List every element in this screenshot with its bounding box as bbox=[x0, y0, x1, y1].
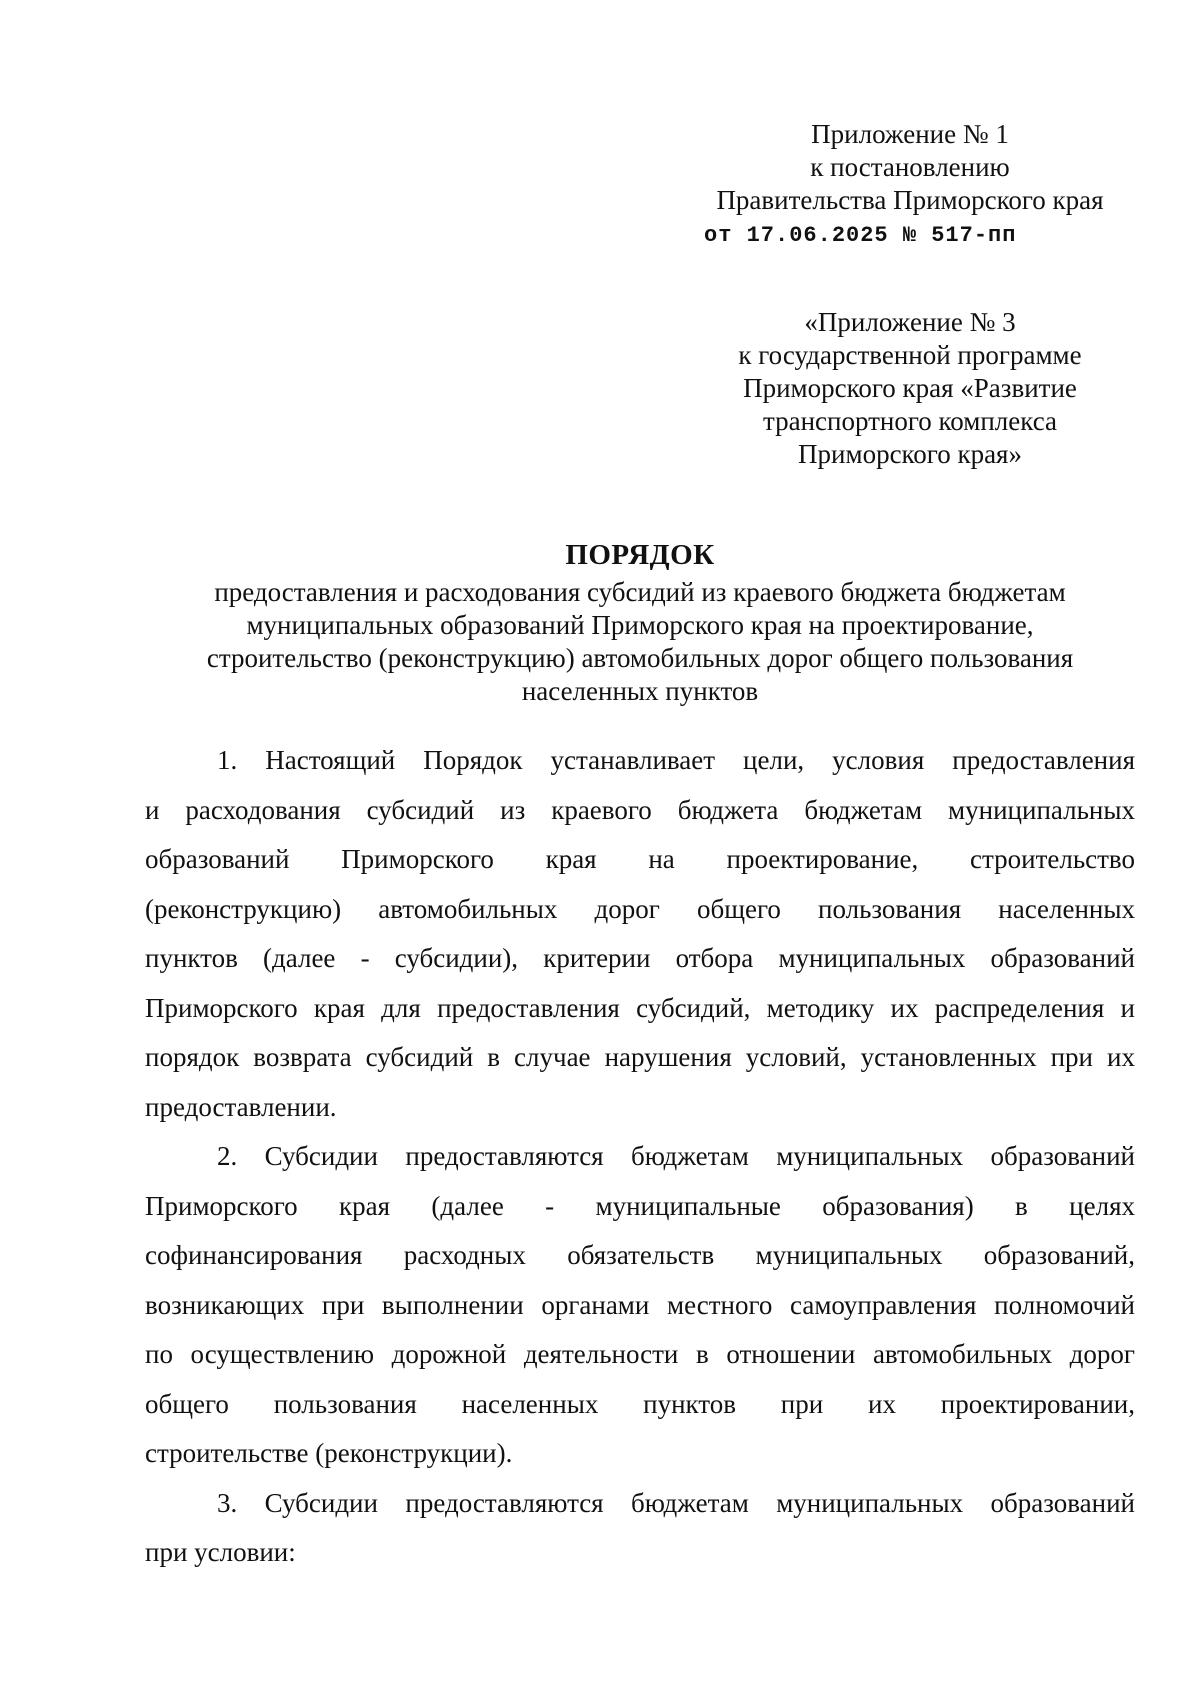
paragraph-line: (реконструкцию) автомобильных дорог общего пользования населенных bbox=[145, 893, 1135, 924]
paragraph-line: 1. Настоящий Порядок устанавливает цели, условия предоставления bbox=[217, 745, 1135, 775]
annex-3-line: Приморского края» bbox=[798, 439, 1022, 469]
paragraph-2 bbox=[145, 1132, 1135, 1479]
paragraph-1 bbox=[145, 736, 1135, 1132]
annex-1-line: к постановлению bbox=[810, 152, 1010, 182]
annex-1-line: Правительства Приморского края bbox=[716, 185, 1104, 215]
annex-1-line: Приложение № 1 bbox=[811, 119, 1009, 149]
subtitle-line: населенных пунктов bbox=[521, 676, 759, 706]
paragraph-line: и расходования субсидий из краевого бюджета бюджетам муниципальных bbox=[145, 794, 1135, 825]
annex-3-line: «Приложение № 3 bbox=[804, 307, 1016, 337]
resolution-date-number: от 17.06.2025 № 517-пп bbox=[704, 223, 1017, 248]
annex-3-header bbox=[690, 306, 1130, 471]
paragraph-line: при условии: bbox=[145, 1537, 296, 1567]
annex-3-line: Приморского края «Развитие bbox=[743, 373, 1077, 403]
annex-3-line: к государственной программе bbox=[738, 340, 1082, 370]
paragraph-line: порядок возврата субсидий в случае нарушения условий, установленных при их bbox=[145, 1042, 1135, 1072]
annex-1-header bbox=[690, 118, 1130, 253]
paragraph-3 bbox=[145, 1479, 1135, 1578]
paragraph-line: Приморского края (далее - муниципальные образования) в целях bbox=[145, 1190, 1135, 1221]
paragraph-line: предоставлении. bbox=[145, 1091, 337, 1122]
document-title: ПОРЯДОК bbox=[565, 539, 715, 571]
subtitle-line: строительство (реконструкцию) автомобильных дорог общего пользования bbox=[206, 643, 1074, 673]
paragraph-line: по осуществлению дорожной деятельности в отношении автомобильных дорог bbox=[145, 1339, 1135, 1369]
paragraph-line: пунктов (далее - субсидии), критерии отбора муниципальных образований bbox=[145, 943, 1135, 973]
paragraph-line: Приморского края для предоставления субсидий, методику их распределения и bbox=[145, 992, 1135, 1023]
annex-3-line: транспортного комплекса bbox=[762, 406, 1057, 436]
paragraph-line: возникающих при выполнении органами местного самоуправления полномочий bbox=[145, 1289, 1135, 1320]
paragraph-line: строительстве (реконструкции). bbox=[145, 1438, 513, 1468]
paragraph-line: 2. Субсидии предоставляются бюджетам муниципальных образований bbox=[217, 1141, 1135, 1171]
document-subtitle bbox=[145, 576, 1135, 708]
subtitle-line: предоставления и расходования субсидий из краевого бюджета бюджетам bbox=[214, 577, 1066, 607]
paragraph-line: 3. Субсидии предоставляются бюджетам муниципальных образований bbox=[217, 1487, 1135, 1518]
paragraph-line: софинансирования расходных обязательств муниципальных образований, bbox=[145, 1240, 1135, 1270]
subtitle-line: муниципальных образований Приморского края на проектирование, bbox=[246, 610, 1034, 640]
paragraph-line: образований Приморского края на проектирование, строительство bbox=[145, 844, 1135, 874]
paragraph-line: общего пользования населенных пунктов при их проектировании, bbox=[145, 1388, 1135, 1419]
document-body bbox=[145, 736, 1135, 1578]
